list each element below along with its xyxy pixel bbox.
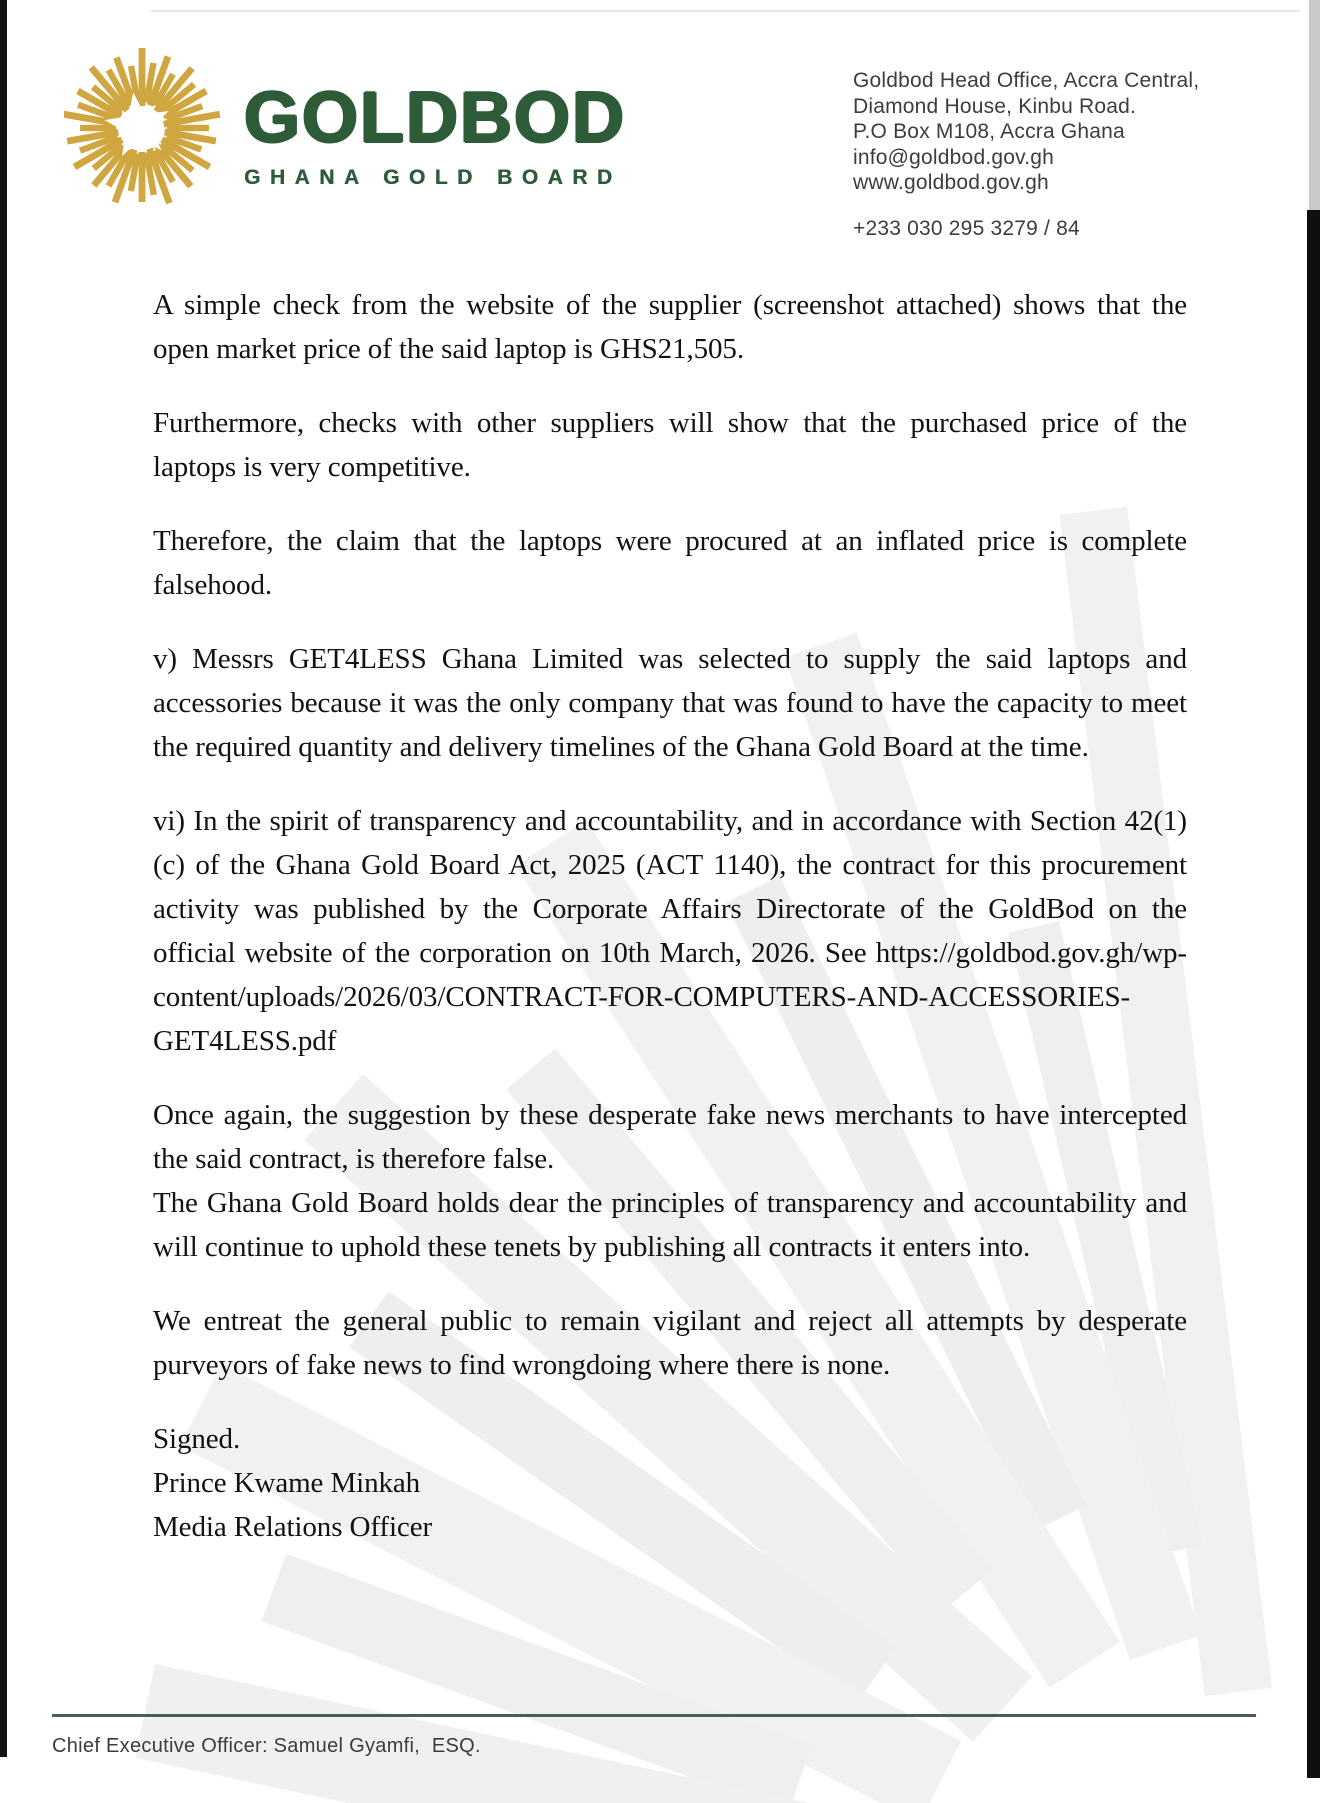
letter-paragraph: Furthermore, checks with other suppliers will show that the purchased price of the laptops is very competitive. [153, 407, 1187, 483]
contact-website: www.goldbod.gov.gh [853, 171, 1049, 194]
signature-block [153, 1417, 1187, 1549]
contact-email: info@goldbod.gov.gh [853, 145, 1055, 169]
letter-paragraph: Once again, the suggestion by these desperate fake news merchants to have intercepted the said contract, is therefore false. [153, 1099, 1187, 1175]
letter-paragraph: v) Messrs GET4LESS Ghana Limited was selected to supply the said laptops and accessories because it was the only company that was found to have the capacity to meet the required quantity and delivery timelines of the Ghana Gold Board at the time. [153, 643, 1187, 763]
goldbod-logo [64, 48, 626, 208]
top-hairline [150, 10, 1300, 12]
letter-paragraph: vi) In the spirit of transparency and accountability, and in accordance with Section 42(1)(c) of the Ghana Gold Board Act, 2025 (ACT 1140), the contract for this procurement activity was published by the Corporate Affairs Directorate of the GoldBod on the official website of the corporation on 10th March, 2026. See https://goldbod.gov.gh/wp-content/uploads/2026/03/CONTRACT-FOR-COMPUTERS-AND-ACCESSORIES-GET4LESS.pdf [153, 805, 1187, 1057]
contact-phone: +233 030 295 3279 / 84 [853, 216, 1080, 240]
contact-line: P.O Box M108, Accra Ghana [853, 120, 1125, 143]
contact-line: Goldbod Head Office, Accra Central, [853, 69, 1200, 92]
signature-title: Media Relations Officer [153, 1511, 433, 1543]
letter-body [153, 283, 1187, 1579]
footer-ceo-line: Chief Executive Officer: Samuel Gyamfi, ESQ. [52, 1735, 481, 1757]
screen-edge-left [0, 0, 7, 1757]
signature-signed: Signed. [153, 1423, 241, 1455]
sunburst-star-icon [64, 48, 224, 208]
screen-edge-right [1307, 210, 1320, 1778]
screen-edge-right-top [1309, 0, 1320, 210]
signature-name: Prince Kwame Minkah [153, 1467, 421, 1499]
letter-paragraph: The Ghana Gold Board holds dear the principles of transparency and accountability and will continue to uphold these tenets by publishing all contracts it enters into. [153, 1187, 1187, 1263]
letter-paragraph: A simple check from the website of the supplier (screenshot attached) shows that the open market price of the said laptop is GHS21,505. [153, 289, 1187, 365]
letterhead-contact-block [853, 68, 1199, 241]
footer-divider [52, 1714, 1256, 1717]
logo-wordmark: GOLDBOD [244, 78, 626, 158]
logo-tagline: GHANA GOLD BOARD [244, 166, 622, 189]
letter-paragraph: We entreat the general public to remain vigilant and reject all attempts by desperate purveyors of fake news to find wrongdoing where there is none. [153, 1305, 1187, 1381]
contact-line: Diamond House, Kinbu Road. [853, 94, 1137, 118]
letter-paragraph: Therefore, the claim that the laptops were procured at an inflated price is complete falsehood. [153, 525, 1187, 601]
